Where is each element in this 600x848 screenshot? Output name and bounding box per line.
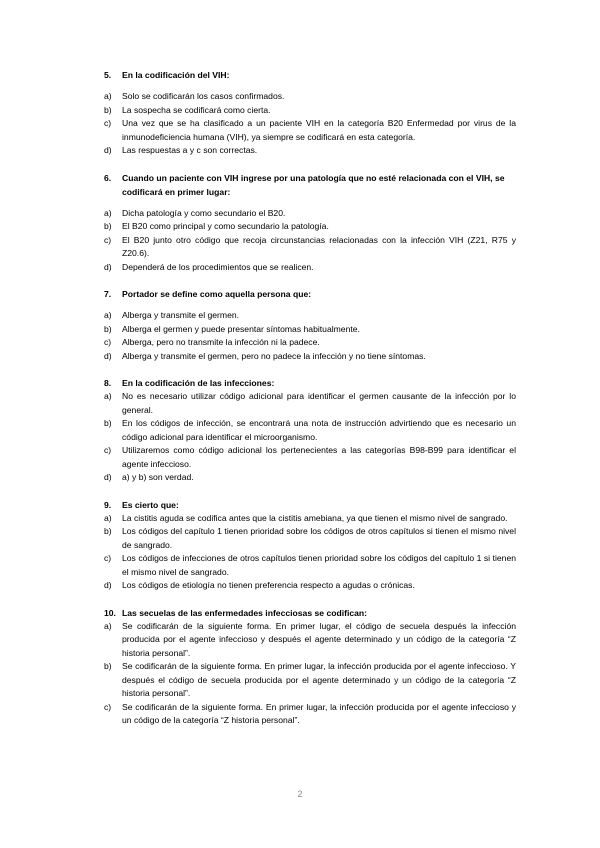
option-b xyxy=(104,417,516,444)
question-title xyxy=(104,171,516,199)
option-list xyxy=(104,620,516,728)
option-text: Utilizaremos como código adicional los pertenecientes a las categorías B98-B99 para identificar el agente infeccioso. xyxy=(122,445,516,469)
option-text: Una vez que se ha clasificado a un paciente VIH en la categoría B20 Enfermedad por virus de la inmunodeficiencia humana (VIH), ya siempre se codificará en esta categoría. xyxy=(122,118,516,142)
question-title xyxy=(104,498,516,512)
option-d xyxy=(104,471,516,485)
option-letter: a) xyxy=(104,391,112,401)
option-letter: a) xyxy=(104,512,112,523)
option-c xyxy=(104,234,516,261)
question-number: 6. xyxy=(104,172,112,183)
question-text: Las secuelas de las enfermedades infecciosas se codifican: xyxy=(122,607,368,618)
option-letter: b) xyxy=(104,661,112,671)
option-text: En los códigos de infección, se encontrará una nota de instrucción advirtiendo que es necesario un código adicional para identificar el microorganismo. xyxy=(122,418,516,442)
question-8 xyxy=(104,376,516,485)
question-text: Portador se define como aquella persona que: xyxy=(122,289,312,299)
option-b xyxy=(104,104,516,118)
question-6 xyxy=(104,171,516,275)
question-text: Es cierto que: xyxy=(122,499,179,510)
option-a xyxy=(104,390,516,417)
option-letter: a) xyxy=(104,310,112,320)
option-list xyxy=(104,512,516,593)
option-a xyxy=(104,207,516,221)
option-d xyxy=(104,579,516,593)
option-list xyxy=(104,390,516,485)
option-letter: d) xyxy=(104,350,112,361)
question-list xyxy=(104,68,516,741)
option-list xyxy=(104,90,516,158)
option-b xyxy=(104,660,516,701)
option-text: La sospecha se codificará como cierta. xyxy=(122,104,271,115)
option-letter: a) xyxy=(104,91,112,101)
option-text: Los códigos de etiología no tienen preferencia respecto a agudas o crónicas. xyxy=(122,580,415,590)
question-title xyxy=(104,68,516,82)
option-d xyxy=(104,261,516,275)
question-text: En la codificación de las infecciones: xyxy=(122,378,275,388)
option-letter: b) xyxy=(104,104,112,115)
option-c xyxy=(104,117,516,144)
option-b xyxy=(104,323,516,337)
option-a xyxy=(104,309,516,323)
option-text: Dependerá de los procedimientos que se realicen. xyxy=(122,261,314,272)
option-d xyxy=(104,350,516,364)
option-letter: a) xyxy=(104,620,112,631)
option-letter: c) xyxy=(104,337,112,347)
question-text: Cuando un paciente con VIH ingrese por una patología que no esté relacionada con el VIH, se codificará en primer lugar: xyxy=(122,172,505,197)
option-letter: c) xyxy=(104,553,112,563)
question-text: En la codificación del VIH: xyxy=(122,70,230,80)
question-number: 10. xyxy=(104,607,116,618)
option-text: a) y b) son verdad. xyxy=(122,472,194,482)
option-letter: d) xyxy=(104,145,112,155)
option-text: El B20 junto otro código que recoja circunstancias relacionadas con la infección VIH (Z21, R75 y Z20.6). xyxy=(122,234,516,258)
option-letter: c) xyxy=(104,118,112,128)
option-text: Se codificarán de la siguiente forma. En primer lugar, el código de secuela después la infección producida por el agente infeccioso y después el agente determinado y un código de la categoría “Z historia personal”. xyxy=(122,620,516,658)
question-9 xyxy=(104,498,516,593)
option-a xyxy=(104,90,516,104)
option-letter: d) xyxy=(104,261,112,272)
option-c xyxy=(104,336,516,350)
option-text: Alberga el germen y puede presentar síntomas habitualmente. xyxy=(122,323,360,334)
option-c xyxy=(104,701,516,728)
question-number: 7. xyxy=(104,289,112,299)
option-letter: d) xyxy=(104,472,112,482)
option-letter: c) xyxy=(104,445,112,455)
question-title xyxy=(104,287,516,301)
option-list xyxy=(104,207,516,275)
option-letter: c) xyxy=(104,234,112,245)
option-letter: b) xyxy=(104,418,112,428)
option-text: Los códigos de infecciones de otros capítulos tienen prioridad sobre los códigos del capítulo 1 si tienen el mismo nivel de sangrado. xyxy=(122,553,516,577)
option-letter: b) xyxy=(104,323,112,334)
option-text: Se codificarán de la siguiente forma. En primer lugar, la infección producida por el agente infeccioso y un código de la categoría “Z historia personal”. xyxy=(122,701,516,725)
question-number: 5. xyxy=(104,70,112,80)
question-title xyxy=(104,606,516,620)
option-text: La cistitis aguda se codifica antes que la cistitis amebiana, ya que tienen el mismo nivel de sangrado. xyxy=(122,512,508,523)
option-text: El B20 como principal y como secundario la patología. xyxy=(122,221,329,231)
option-text: Dicha patología y como secundario el B20. xyxy=(122,207,286,218)
question-number: 8. xyxy=(104,378,112,388)
option-letter: b) xyxy=(104,526,112,536)
question-number: 9. xyxy=(104,499,112,510)
question-5 xyxy=(104,68,516,158)
page-number: 2 xyxy=(297,789,303,799)
option-c xyxy=(104,444,516,471)
question-7 xyxy=(104,287,516,363)
option-letter: a) xyxy=(104,207,112,218)
option-a xyxy=(104,620,516,661)
option-list xyxy=(104,309,516,363)
option-text: No es necesario utilizar código adicional para identificar el germen causante de la infección por lo general. xyxy=(122,391,516,415)
option-d xyxy=(104,144,516,158)
question-10 xyxy=(104,606,516,728)
option-b xyxy=(104,525,516,552)
question-title xyxy=(104,376,516,390)
option-text: Alberga y transmite el germen. xyxy=(122,310,240,320)
option-text: Solo se codificarán los casos confirmados. xyxy=(122,91,285,101)
option-text: Alberga y transmite el germen, pero no padece la infección y no tiene síntomas. xyxy=(122,350,426,361)
option-text: Se codificarán de la siguiente forma. En primer lugar, la infección producida por el agente infeccioso. Y después el código de secuela producida por el agente determinado y un código de la categoría “Z historia personal”. xyxy=(122,661,516,698)
option-letter: c) xyxy=(104,701,112,712)
option-letter: d) xyxy=(104,580,112,590)
option-text: Alberga, pero no transmite la infección ni la padece. xyxy=(122,337,320,347)
option-b xyxy=(104,220,516,234)
option-text: Los códigos del capítulo 1 tienen prioridad sobre los códigos de otros capítulos si tienen el mismo nivel de sangrado. xyxy=(122,526,516,550)
option-a xyxy=(104,512,516,526)
option-text: Las respuestas a y c son correctas. xyxy=(122,145,258,155)
option-c xyxy=(104,552,516,579)
option-letter: b) xyxy=(104,221,112,231)
